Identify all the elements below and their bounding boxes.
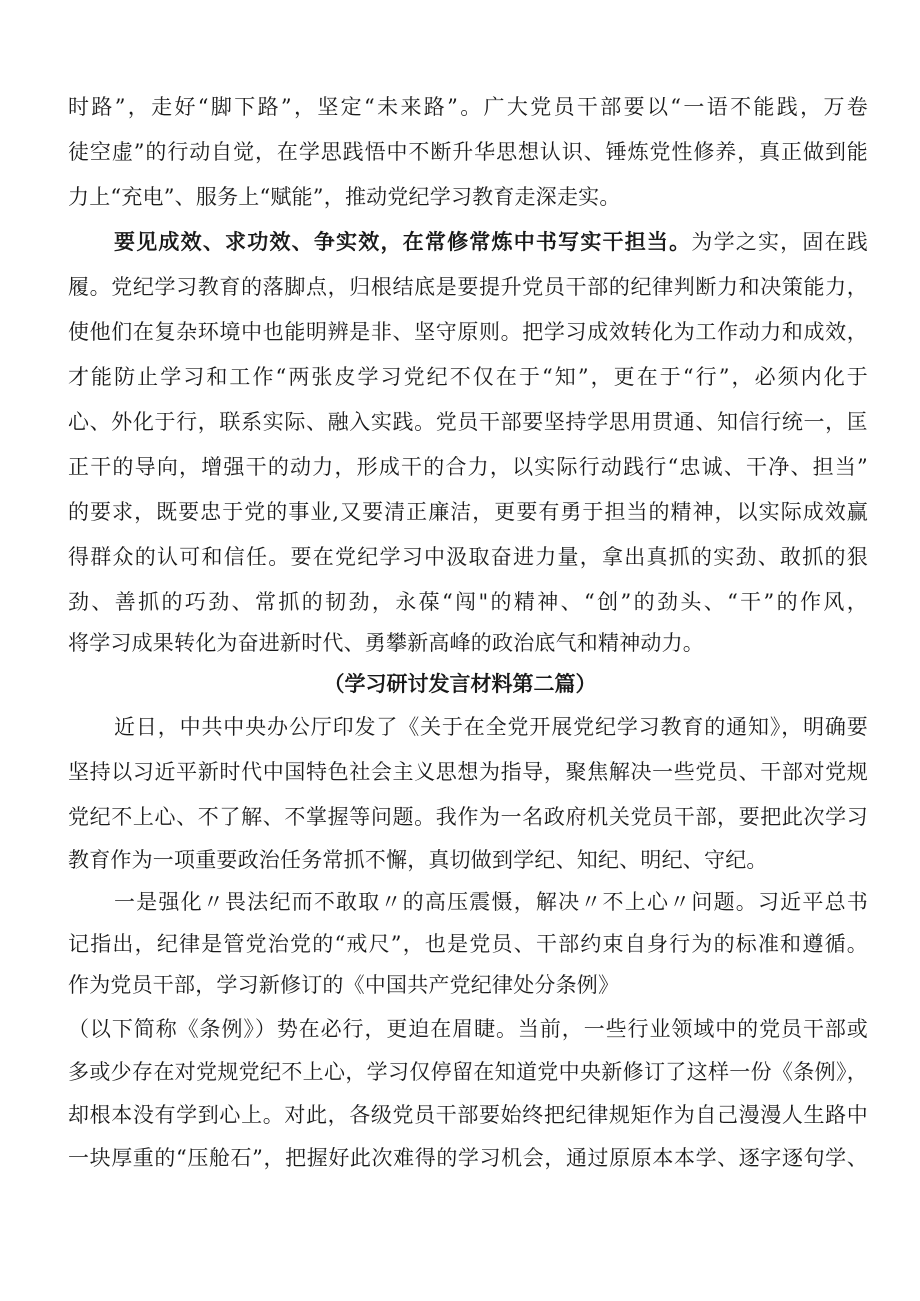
paragraph-2-line-6: 的要求，既要忠于党的事业,又要清正廉洁，更要有勇于担当的精神，以实际成效赢 [68,500,868,524]
paragraph-1-line-3: 力上“充电”、服务上“赋能”，推动党纪学习教育走深走实。 [68,185,621,209]
paragraph-1-line-2: 徒空虚”的行动自觉，在学思践悟中不断升华思想认识、锤炼党性修养，真正做到能 [68,140,868,164]
paragraph-4-line-7: 一块厚重的“压舱石”，把握好此次难得的学习机会，通过原原本本学、逐字逐句学、 [68,1146,868,1170]
paragraph-4-line-4: （以下简称《条例》）势在必行，更迫在眉睫。当前，一些行业领域中的党员干部或 [68,1017,868,1041]
paragraph-4-line-1: 一是强化〃畏法纪而不敢取〃的高压震慑，解决〃不上心〃问题。习近平总书 [114,890,868,914]
paragraph-3-line-1: 近日，中共中央办公厅印发了《关于在全党开展党纪学习教育的通知》，明确要 [114,715,868,739]
paragraph-2-line-4: 心、外化于行，联系实际、融入实践。党员干部要坚持学思用贯通、知信行统一，匡 [68,410,868,434]
paragraph-2-line-2: 使他们在复杂环境中也能明辨是非、坚守原则。把学习成效转化为工作动力和成效， [68,320,868,344]
paragraph-1-line-1: 时路”，走好“脚下路”，坚定“未来路”。广大党员干部要以“一语不能践，万卷 [68,95,868,119]
paragraph-2-lead-rest: 为学之实，固在践 [691,230,868,254]
paragraph-2-line-7: 得群众的认可和信任。要在党纪学习中汲取奋进力量，拿出真抓的实劲、敢抓的狠 [68,545,868,569]
paragraph-4-line-5: 多或少存在对党规党纪不上心，学习仅停留在知道党中央新修订了这样一份《条例》， [68,1060,868,1084]
paragraph-2-line-1: 履。党纪学习教育的落脚点，归根结底是要提升党员干部的纪律判断力和决策能力， [68,275,868,299]
paragraph-3-line-4: 教育作为一项重要政治任务常抓不懈，真切做到学纪、知纪、明纪、守纪。 [68,848,768,872]
paragraph-2-line-8: 劲、善抓的巧劲、常抓的韧劲，永葆“闯"的精神、“创”的劲头、“干”的作风， [68,590,868,614]
paragraph-2-line-3: 才能防止学习和工作“两张皮学习党纪不仅在于“知”，更在于“行”，必须内化于 [68,365,868,389]
paragraph-3-line-3: 党纪不上心、不了解、不掌握等问题。我作为一名政府机关党员干部，要把此次学习 [68,805,868,829]
paragraph-4-line-2: 记指出，纪律是管党治党的“戒尺”，也是党员、干部约束自身行为的标准和遵循。 [68,932,868,956]
paragraph-3-line-2: 坚持以习近平新时代中国特色社会主义思想为指导，聚焦解决一些党员、干部对党规 [68,760,868,784]
paragraph-4-line-3: 作为党员干部，学习新修订的《中国共产党纪律处分条例》 [68,973,620,997]
paragraph-2-line-5: 正干的导向，增强干的动力，形成干的合力，以实际行动践行“忠诚、干净、担当” [68,455,868,479]
paragraph-2-lead-bold: 要见成效、求功效、争实效，在常修常炼中书写实干担当。 [114,230,692,254]
paragraph-2-line-9: 将学习成果转化为奋进新时代、勇攀新高峰的政治底气和精神动力。 [68,631,704,655]
paragraph-2-lead [114,227,868,257]
paragraph-4-line-6: 却根本没有学到心上。对此，各级党员干部要始终把纪律规矩作为自己漫漫人生路中 [68,1103,868,1127]
section-heading: （学习研讨发言材料第二篇） [323,672,597,696]
